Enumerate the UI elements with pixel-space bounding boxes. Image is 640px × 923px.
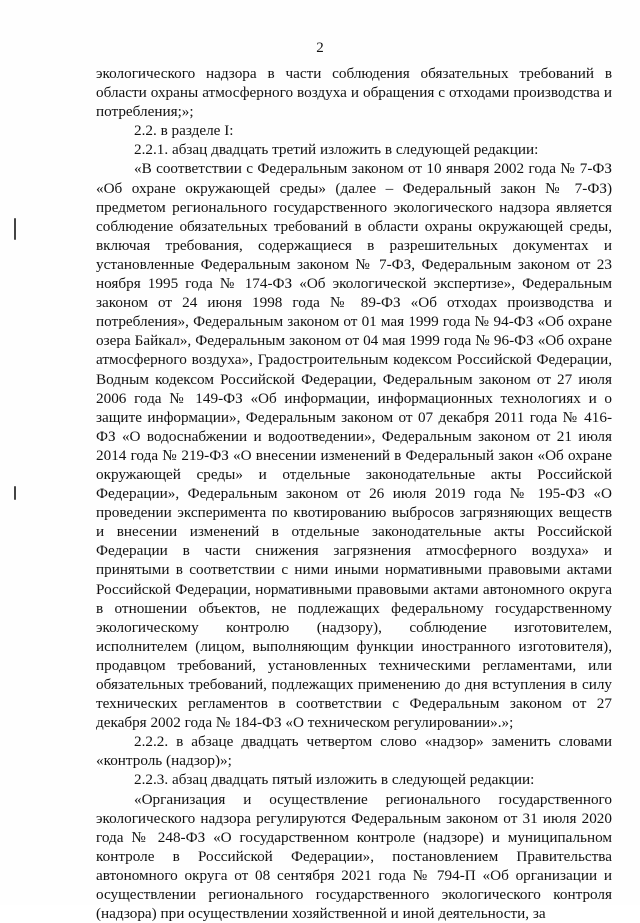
scan-edge-mark — [14, 486, 16, 500]
scan-edge-mark — [14, 218, 16, 240]
paragraph-quoted-text-1: «В соответствии с Федеральным законом от 10 января 2002 года № 7-ФЗ «Об охране окружающей среды» (далее – Федеральный закон № 7-ФЗ) предметом регионального государственного экологического надзора является соблюдение обязательных требований в области охраны окружающей среды, включая требования, содержащиеся в разрешительных документах и установленные Федеральным законом № 7-ФЗ, Федеральным законом от 23 ноября 1995 года № 174-ФЗ «Об экологической экспертизе», Федеральным законом от 24 июня 1998 года № 89-ФЗ «Об отходах производства и потребления», Федеральным законом от 01 мая 1999 года № 94-ФЗ «Об охране озера Байкал», Федеральным законом от 04 мая 1999 года № 96-ФЗ «Об охране атмосферного воздуха», Градостроительным кодексом Российской Федерации, Водным кодексом Российской Федерации, Федеральным законом от 27 июля 2006 года № 149-ФЗ «Об информации, информационных технологиях и о защите информации», Федеральным законом от 07 декабря 2011 года № 416-ФЗ «О водоснабжении и водоотведении», Федеральным законом от 21 июля 2014 года № 219-ФЗ «О внесении изменений в Федеральный закон «Об охране окружающей среды» и отдельные законодательные акты Российской Федерации», Федеральным законом от 26 июля 2019 года № 195-ФЗ «О проведении эксперимента по квотированию выбросов загрязняющих веществ и внесении изменений в отдельные законодательные акты Российской Федерации в части снижения загрязнения атмосферного воздуха» и принятыми в соответствии с ними иными нормативными правовыми актами Российской Федерации, нормативными правовыми актами автономного округа в отношении объектов, не подлежащих федеральному государственному экологическому контролю (надзору), соблюдение изготовителем, исполнителем (лицом, выполняющим функции иностранного изготовителя), продавцом требований, установленных техническими регламентами, или обязательных требований, подлежащих применению до дня вступления в силу технических регламентов в соответствии с Федеральным законом от 27 декабря 2002 года № 184-ФЗ «О техническом регулировании».»; — [96, 160, 612, 732]
paragraph-item-2-2-3: 2.2.3. абзац двадцать пятый изложить в следующей редакции: — [134, 771, 535, 789]
paragraph-item-2-2: 2.2. в разделе I: — [134, 122, 234, 140]
paragraph-item-2-2-1: 2.2.1. абзац двадцать третий изложить в следующей редакции: — [134, 141, 539, 159]
document-body — [96, 64, 612, 923]
paragraph-continuation: экологического надзора в части соблюдения обязательных требований в области охраны атмосферного воздуха и обращения с отходами производства и потребления;»; — [96, 65, 612, 121]
paragraph-quoted-text-2: «Организация и осуществление регионального государственного экологического надзора регулируются Федеральным законом от 31 июля 2020 года № 248-ФЗ «О государственном контроле (надзоре) и муниципальном контроле в Российской Федерации», постановлением Правительства автономного округа от 08 сентября 2021 года № 794-П «Об организации и осуществлении регионального государственного экологического контроля (надзора) при осуществлении хозяйственной и иной деятельности, за — [96, 790, 612, 923]
paragraph-item-2-2-2: 2.2.2. в абзаце двадцать четвертом слово «надзор» заменить словами «контроль (надзор)»; — [96, 733, 612, 770]
page-number: 2 — [316, 40, 324, 56]
